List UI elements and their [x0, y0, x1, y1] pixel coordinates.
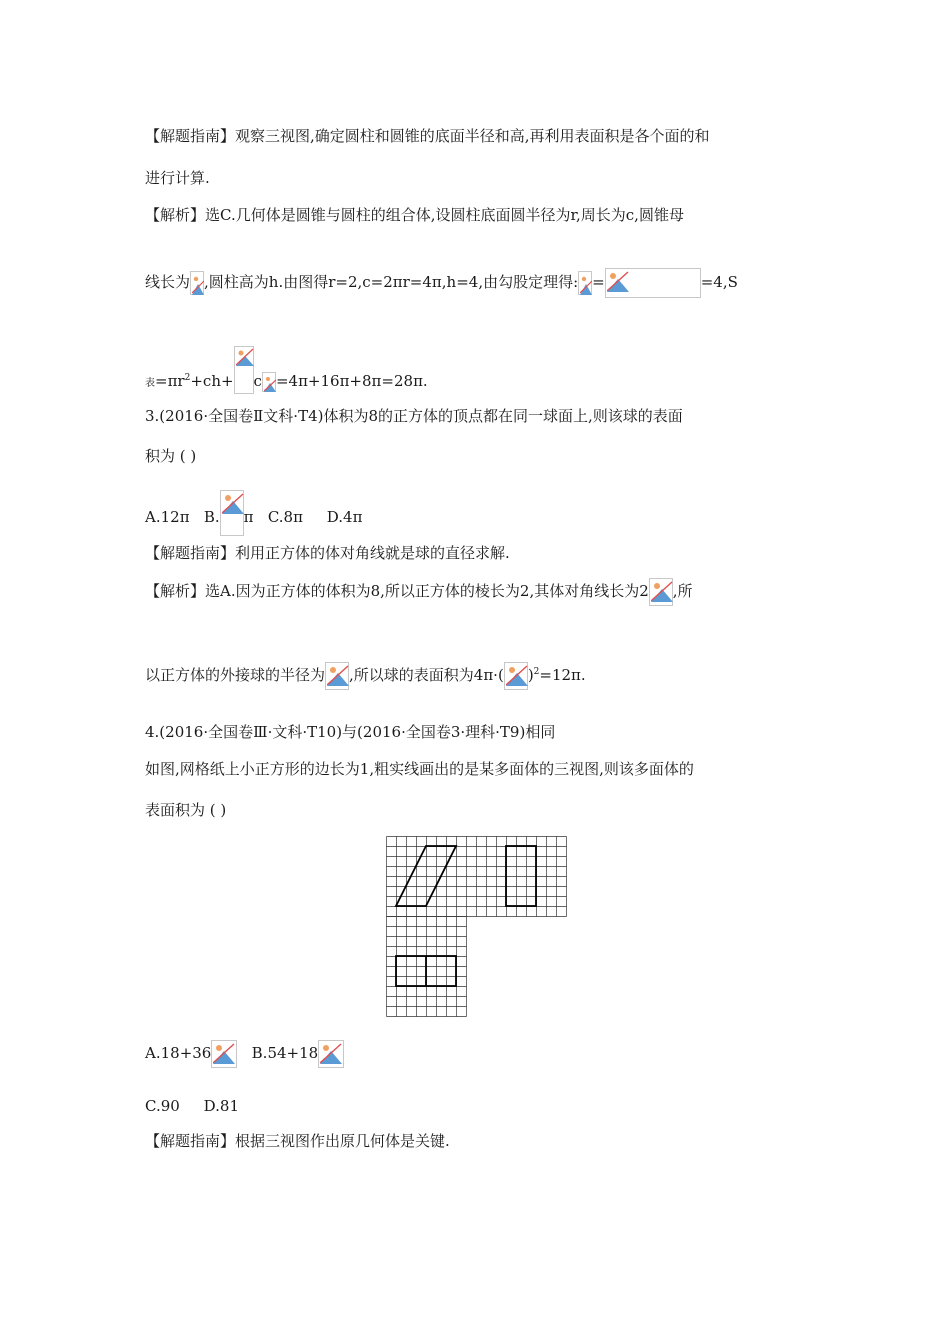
text: 以正方体的外接球的半径为	[145, 666, 326, 684]
formula-image-icon	[211, 1040, 237, 1068]
superscript: 2	[533, 667, 540, 677]
option-d: D.81	[203, 1097, 240, 1115]
question-4-options-ab	[145, 1040, 344, 1068]
question-4-line-1: 4.(2016·全国卷Ⅲ·文科·T10)与(2016·全国卷3·理科·T9)相同	[145, 723, 556, 741]
question-4-line-3: 表面积为 ( )	[145, 801, 227, 819]
option-a: A.12π	[145, 508, 190, 526]
solution-1-line-3	[145, 346, 428, 394]
solution-3-line-2	[145, 662, 586, 690]
question-3-line-1: 3.(2016·全国卷Ⅱ文科·T4)体积为8的正方体的顶点都在同一球面上,则该球的表面	[145, 407, 683, 425]
formula-image-icon	[220, 490, 244, 536]
option-b: B.	[203, 508, 220, 526]
question-3-options	[145, 490, 362, 536]
formula-image-icon	[318, 1040, 344, 1068]
side-view-rectangle	[506, 846, 536, 906]
text: =πr	[155, 372, 185, 390]
formula-image-icon	[649, 578, 673, 606]
text: 线长为	[145, 273, 191, 291]
formula-image-icon	[605, 268, 701, 298]
text: +ch+	[190, 372, 234, 390]
text: 【解析】选A.因为正方体的体积为8,所以正方体的棱长为2,其体对角线长为2	[145, 582, 649, 600]
text: ,所以球的表面积为4π·(	[349, 666, 504, 684]
solution-3-line-1	[145, 578, 693, 606]
text: =4π+16π+8π=28π.	[275, 372, 428, 390]
formula-image-icon	[325, 662, 349, 690]
three-view-grid-figure	[386, 836, 567, 1018]
guide-1-line-2: 进行计算.	[145, 169, 210, 187]
solution-1-line-1: 【解析】选C.几何体是圆锥与圆柱的组合体,设圆柱底面圆半径为r,周长为c,圆锥母	[145, 206, 684, 224]
question-4-options-cd	[145, 1096, 239, 1116]
option-c: C.8π	[267, 508, 303, 526]
option-d: D.4π	[326, 508, 363, 526]
guide-4: 【解题指南】根据三视图作出原几何体是关键.	[145, 1132, 450, 1150]
text: =12π.	[539, 666, 586, 684]
formula-image-icon	[234, 346, 254, 394]
formula-image-icon	[190, 271, 204, 295]
question-4-line-2: 如图,网格纸上小正方形的边长为1,粗实线画出的是某多面体的三视图,则该多面体的	[145, 760, 694, 778]
option-c: C.90	[145, 1097, 180, 1115]
option-a: A.18+36	[145, 1044, 212, 1062]
formula-image-icon	[262, 372, 276, 392]
text: =	[592, 273, 605, 291]
solution-1-line-2	[145, 268, 738, 298]
formula-image-icon	[578, 271, 592, 295]
guide-1-line-1: 【解题指南】观察三视图,确定圆柱和圆锥的底面半径和高,再利用表面积是各个面的和	[145, 127, 710, 145]
formula-image-icon	[504, 662, 528, 690]
grid-lines	[387, 837, 567, 1017]
front-view-parallelogram	[396, 846, 456, 906]
text: =4,S	[700, 273, 738, 291]
guide-3: 【解题指南】利用正方体的体对角线就是球的直径求解.	[145, 544, 510, 562]
question-3-line-2: 积为 ( )	[145, 447, 197, 465]
subscript: 表	[145, 378, 155, 389]
text: c	[253, 372, 262, 390]
superscript: 2	[184, 373, 191, 383]
pi: π	[243, 508, 254, 526]
top-view-rectangles	[396, 956, 456, 986]
text: ,所	[672, 582, 693, 600]
text: ,圆柱高为h.由图得r=2,c=2πr=4π,h=4,由勾股定理得:	[204, 273, 579, 291]
option-b: B.54+18	[251, 1044, 319, 1062]
text: )	[527, 666, 534, 684]
